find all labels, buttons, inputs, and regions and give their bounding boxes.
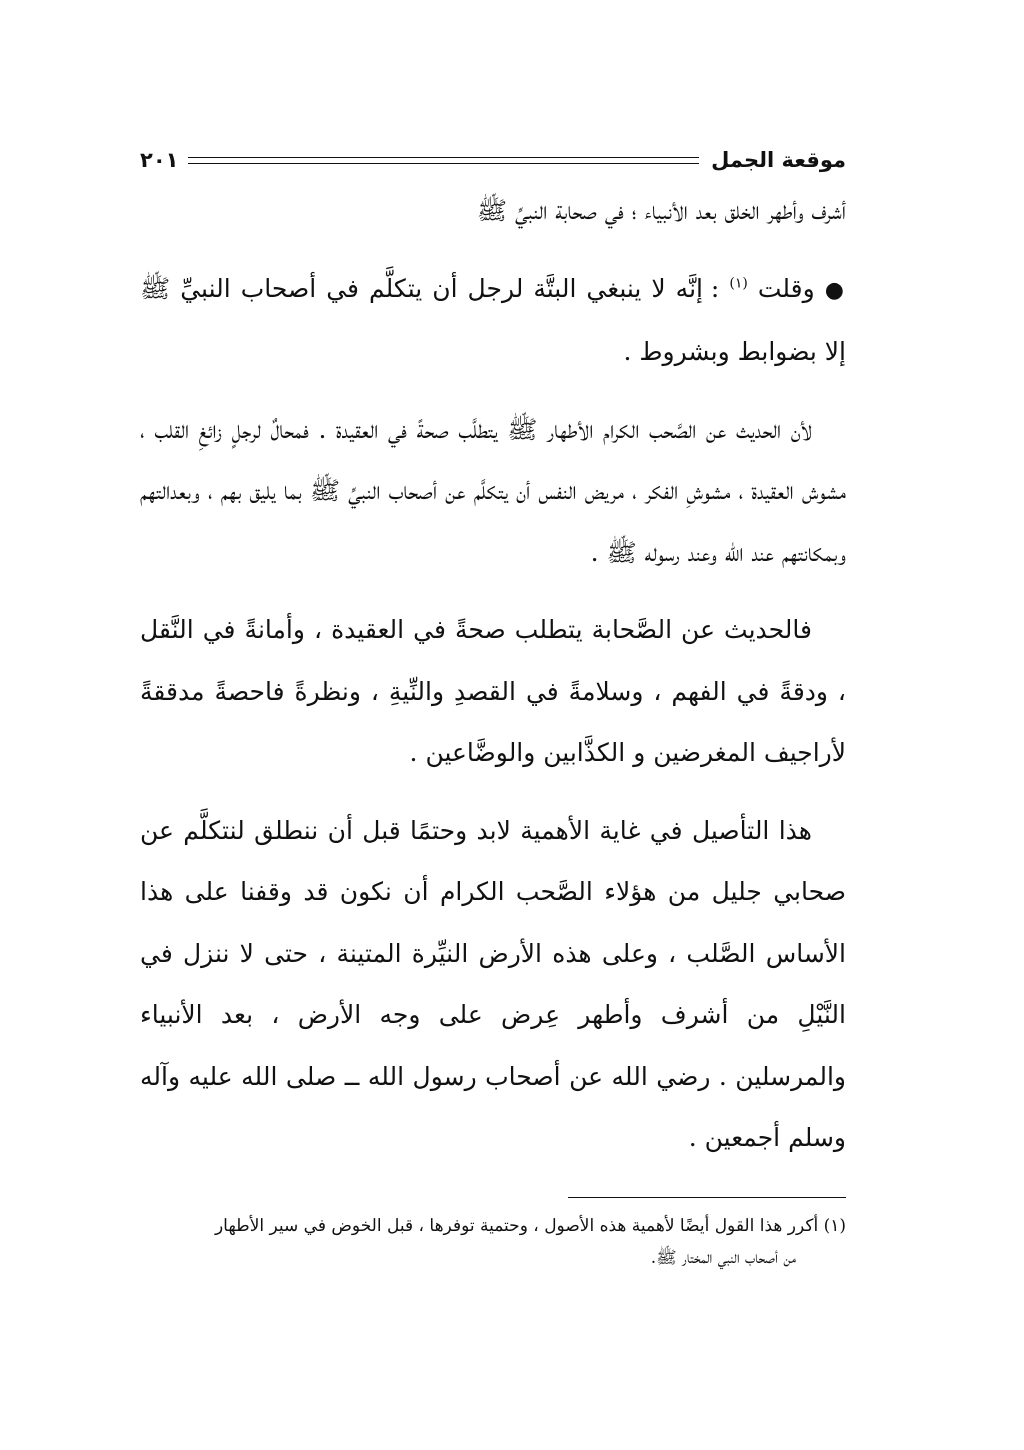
spacer — [140, 383, 846, 399]
page-number: ٢٠١ — [140, 148, 179, 172]
running-header — [140, 140, 846, 180]
spacer — [140, 784, 846, 800]
paragraph-2: فالحديث عن الصَّحابة يتطلب صحةً في العقيدة ، وأمانةً في النَّقل ، ودقةً في الفهم ، وسلامةً في القصدِ والنِّيةِ ، ونظرةً فاحصةً مدققةً لأراجيف المغرضين و الكذَّابين والوضَّاعين . — [140, 615, 846, 767]
book-page — [140, 140, 846, 1310]
bullet-start: وقلت — [757, 273, 815, 303]
header-rule — [188, 157, 699, 164]
paragraph-1: لأن الحديث عن الصَّحب الكرام الأطهار ﷺ يتطلَّب صحةً في العقيدة . فمحالٌ لرجلٍ زائغِ القلب ، مشوش العقيدة ، مشوشِ الفكر ، مريض النفس أن يتكلَّم عن أصحاب النبيِّ ﷺ بما يليق بهم ، وبعدالتهم وبمكانتهم عند الله وعند رسوله ﷺ . — [140, 414, 846, 567]
bullet-text: : إنَّه لا ينبغي البتَّة لرجل أن يتكلَّم في أصحاب النبيِّ ﷺ إلا بضوابط وبشروط . — [140, 273, 846, 366]
footnote — [140, 1210, 846, 1274]
bullet-paragraph — [140, 258, 846, 383]
footnote-number: (١) — [823, 1215, 846, 1236]
footnote-line-2: من أصحاب النبي المختار ﷺ. — [650, 1247, 796, 1268]
bullet-icon: ● — [824, 277, 846, 303]
main-text — [140, 180, 846, 1169]
footnote-line-1: أكرر هذا القول أيضًا لأهمية هذه الأصول ، وحتمية توفرها ، قبل الخوض في سير الأطهار — [214, 1215, 819, 1236]
spacer — [140, 242, 846, 258]
chapter-title: موقعة الجمل — [711, 148, 846, 172]
footnote-separator — [568, 1197, 846, 1198]
intro-line: أشرف وأطهر الخلق بعد الأنبياء ؛ في صحابة النبيِّ ﷺ — [476, 196, 846, 225]
spacer — [140, 583, 846, 599]
footnote-reference[interactable]: (١) — [729, 275, 748, 292]
paragraph-3: هذا التأصيل في غاية الأهمية لابد وحتمًا قبل أن ننطلق لنتكلَّم عن صحابي جليل من هؤلاء الصَّحب الكرام أن نكون قد وقفنا على هذا الأساس الصَّلب ، وعلى هذه الأرض النيِّرة المتينة ، حتى لا ننزل في النَّيْلِ من أشرف وأطهر عِرض على وجه الأرض ، بعد الأنبياء والمرسلين . رضي الله عن أصحاب رسول الله ــ صلى الله عليه وآله وسلم أجمعين . — [140, 815, 846, 1152]
